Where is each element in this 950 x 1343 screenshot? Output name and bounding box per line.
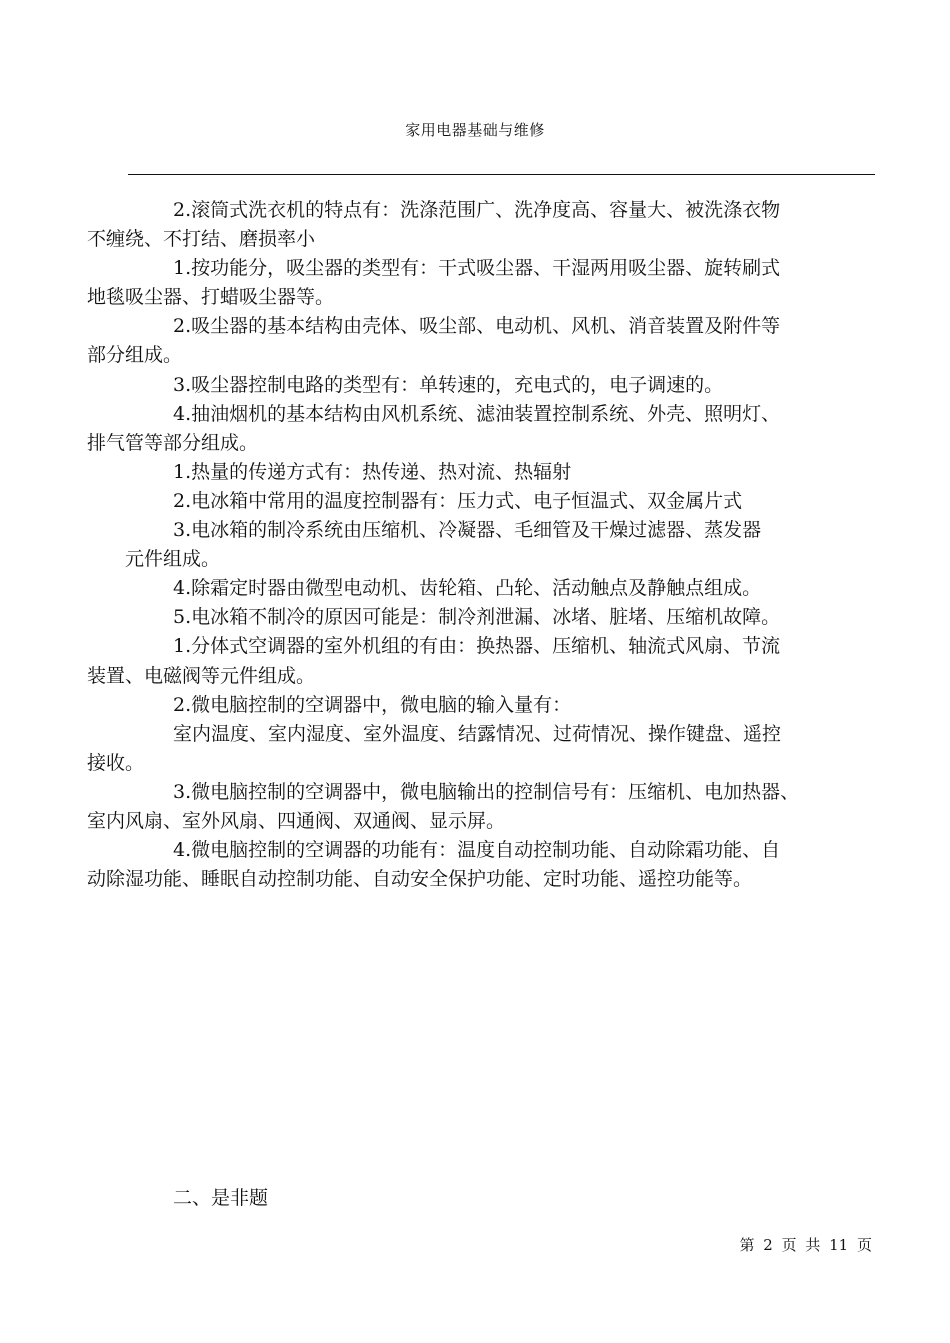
paragraph <box>130 603 874 632</box>
paragraph-line: 4.除霜定时器由微型电动机、齿轮箱、凸轮、活动触点及静触点组成。 <box>173 577 762 600</box>
paragraph <box>87 778 874 836</box>
paragraph <box>130 487 874 516</box>
paragraph-line: 1.分体式空调器的室外机组的有由：换热器、压缩机、轴流式风扇、节流 <box>173 635 781 658</box>
paragraph <box>87 400 874 458</box>
paragraph-line: 2.吸尘器的基本结构由壳体、吸尘部、电动机、风机、消音装置及附件等 <box>173 315 781 338</box>
paragraph-line: 室内风扇、室外风扇、四通阀、双通阀、显示屏。 <box>87 809 506 832</box>
paragraph <box>130 691 874 720</box>
paragraph-line: 部分组成。 <box>87 344 183 367</box>
paragraph-line: 装置、电磁阀等元件组成。 <box>87 664 316 687</box>
paragraph-line: 接收。 <box>87 751 145 774</box>
paragraph-line: 3.吸尘器控制电路的类型有：单转速的，充电式的，电子调速的。 <box>173 373 724 396</box>
document-body <box>87 196 874 894</box>
paragraph-line: 2.滚筒式洗衣机的特点有：洗涤范围广、洗净度高、容量大、被洗涤衣物 <box>173 199 781 221</box>
paragraph-line: 1.按功能分，吸尘器的类型有：干式吸尘器、干湿两用吸尘器、旋转刷式 <box>173 257 781 280</box>
paragraph <box>130 371 874 400</box>
paragraph-line: 2.微电脑控制的空调器中，微电脑的输入量有： <box>173 693 572 716</box>
section-heading: 二、是非题 <box>173 1187 269 1209</box>
paragraph-line: 3.电冰箱的制冷系统由压缩机、冷凝器、毛细管及干燥过滤器、蒸发器 <box>173 519 762 542</box>
paragraph-line: 5.电冰箱不制冷的原因可能是：制冷剂泄漏、冰堵、脏堵、压缩机故障。 <box>173 606 781 629</box>
header-divider <box>128 174 875 175</box>
paragraph <box>87 836 874 894</box>
paragraph-line: 1.热量的传递方式有：热传递、热对流、热辐射 <box>173 460 572 483</box>
paragraph-line: 不缠绕、不打结、磨损率小 <box>87 228 316 251</box>
page-header-title: 家用电器基础与维修 <box>405 121 545 139</box>
paragraph-line: 4.微电脑控制的空调器的功能有：温度自动控制功能、自动除霜功能、自 <box>173 839 781 862</box>
page-number: 第 2 页 共 11 页 <box>739 1236 872 1254</box>
paragraph-line: 元件组成。 <box>87 548 221 571</box>
paragraph <box>87 720 874 778</box>
paragraph-line: 地毯吸尘器、打蜡吸尘器等。 <box>87 286 335 309</box>
paragraph-line: 2.电冰箱中常用的温度控制器有：压力式、电子恒温式、双金属片式 <box>173 489 743 512</box>
paragraph <box>87 254 874 312</box>
paragraph-line: 动除湿功能、睡眠自动控制功能、自动安全保护功能、定时功能、遥控功能等。 <box>87 868 753 891</box>
paragraph <box>130 574 874 603</box>
paragraph <box>87 516 874 574</box>
paragraph-line: 3.微电脑控制的空调器中，微电脑输出的控制信号有：压缩机、电加热器、 <box>173 780 800 803</box>
paragraph <box>87 196 874 254</box>
paragraph-line: 室内温度、室内湿度、室外温度、结露情况、过荷情况、操作键盘、遥控 <box>173 722 782 745</box>
paragraph-line: 4.抽油烟机的基本结构由风机系统、滤油装置控制系统、外壳、照明灯、 <box>173 402 781 425</box>
paragraph <box>87 312 874 370</box>
paragraph <box>87 632 874 690</box>
paragraph <box>130 458 874 487</box>
paragraph-line: 排气管等部分组成。 <box>87 431 259 454</box>
